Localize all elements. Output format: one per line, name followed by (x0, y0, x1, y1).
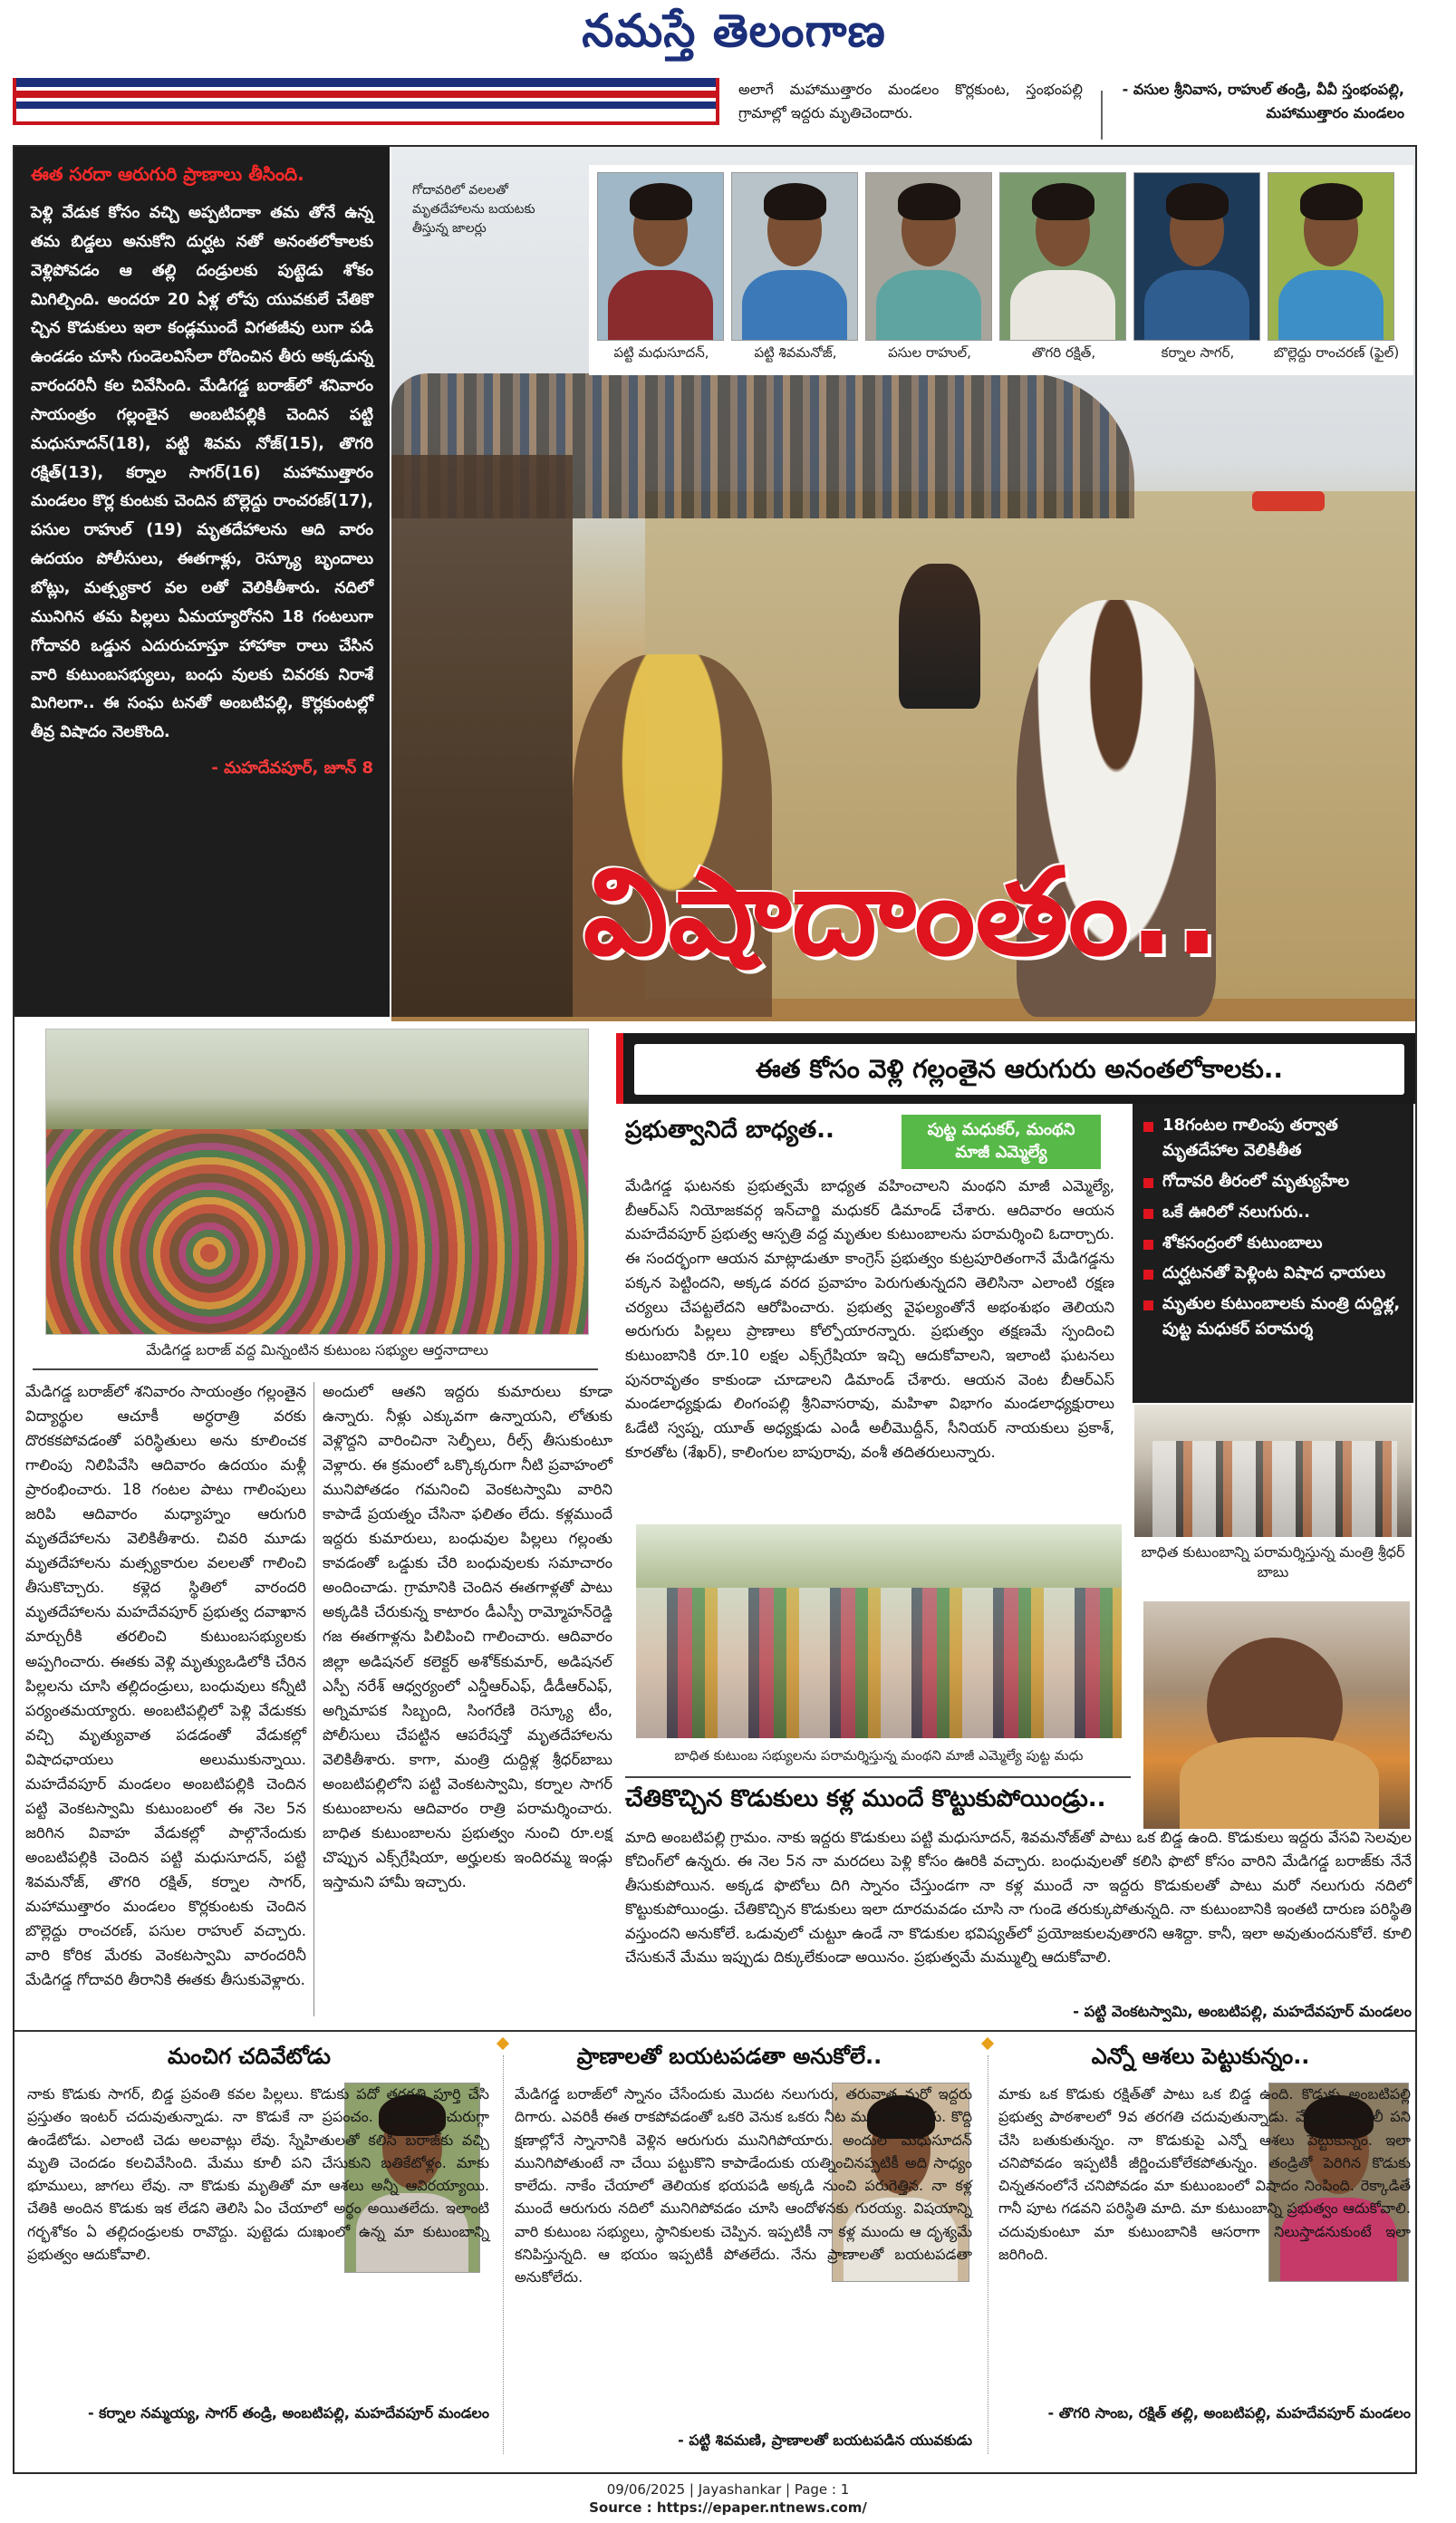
victim-photo (1133, 172, 1260, 341)
photo-note: గోదావరిలో వలలతో మృతదేహాలను బయటకు తీస్తున్న జాలర్లు (412, 183, 535, 236)
bottom-heading-1: మంచిగ చదివేటోడు (168, 2044, 331, 2069)
main-headline: విషాదాంతం.. (583, 843, 1220, 982)
lead-kicker: ఈత సరదా ఆరుగురి ప్రాణాలు తీసింది. (31, 163, 304, 185)
masthead (0, 0, 1456, 72)
victim-name: పట్టి మధుసూదన్, (613, 344, 709, 361)
bullet-box (1133, 1104, 1413, 1403)
victim-name: పసుల రాహుల్, (888, 344, 971, 361)
grief-body: మాది అంబటిపల్లి గ్రామం. నాకు ఇద్దరు కొడుకులు పట్టి మధుసూదన్, శివమనోజ్‌తో పాటు ఒక బిడ్డ ఉంది. కొడుకులు ఇద్దరు వేసవి సెలవుల కోచింగ్‌లో ఉన్నరు. ఈ నెల 5న నా మరదలు పెళ్లి కోసం ఊరికి వచ్చారు. బంధువులతో కలిసి ఫొటో కోసం వారిని మేడిగడ్డ బరాజ్‌కు నేనే తీసుకుపోయిన. అక్కడ ఫొటోలు దిగి స్నానం చేస్తుండగా నా కళ్ల ముందే నా ఇద్దరు కొడుకులతో పాటు మరో నలుగురు నదిలో కొట్టుకుపోయిండ్రు. చేతికొచ్చిన కొడుకులు ఇలా దూరమవడం చూసి నా గుండె తరుక్కుపోతున్నది. నా కుటుంబానికి ఇంతటి దారుణ పరిస్థితి వస్తుందని అనుకోలే. ఒడువులో చుట్టూ ఉండే నా కొడుకుల భవిష్యత్‌లో ప్రయోజకులవుతారని ఆశిద్దా. కానీ, ఇలా అవుతుందనుకోలే. కూలి చేసుకునే మేము ఇప్పుడు దిక్కులేకుండా అయినం. ప్రభుత్వమే మమ్ముల్ని ఆదుకోవాలి. (625, 1829, 1412, 1966)
grief-signature: - పట్టి వెంకటస్వామి, అంబటిపల్లి, మహదేవపూర్ మండలం (1073, 2003, 1412, 2020)
bullet-item: శోకసంద్రంలో కుటుంబాలు (1143, 1231, 1403, 1256)
bullet-item: దుర్ఘటనతో పెళ్లింట విషాద ఛాయలు (1143, 1261, 1403, 1286)
responsibility-name-box: పుట్ట మధుకర్, మంథని మాజీ ఎమ్మెల్యే (902, 1115, 1101, 1169)
story-column-1: మేడిగడ్డ బరాజ్‌లో శనివారం సాయంత్రం గల్లంతైన విద్యార్థుల ఆచూకీ అర్ధరాత్రి వరకు దొరకకపోవడంతో పరిస్థితులు అను కూలించక గాలింపు నిలిపివేసి ఆదివారం ఉదయం మళ్లీ ప్రారంభించారు. 18 గంటల పాటు గాలింపులు జరిపి ఆదివారం మధ్యాహ్నం ఆరుగురి మృతదేహాలను వెలికితీశారు. చివరి మూడు మృతదేహాలను మత్స్యకారుల వలలతో గాలించి తీసుకొచ్చారు. కళ్లెద స్థితిలో వారందరి మృతదేహాలను మహదేవపూర్ ప్రభుత్వ దవాఖాన మార్చురీకి తరలించి కుటుంబసభ్యులకు అప్పగించారు. ఈతకు వెళ్లి మృత్యుఒడిలోకి చేరిన పిల్లలను చూసి తల్లిదండ్రులు, బంధువులు కన్నీటి పర్యంతమయ్యారు. అంబటిపల్లిలో పెళ్లి వేడుకకు వచ్చి మృత్యువాత పడడంతో వేడుకల్లో విషాదఛాయలు అలుముకున్నాయి. మహదేవపూర్ మండలం అంబటిపల్లికి చెందిన పట్టి వెంకటస్వామి కుటుంబంలో ఈ నెల 5న జరిగిన వివాహ వేడుకల్లో పాల్గొనేందుకు అంబటిపల్లికి చెందిన పట్టి మధుసూదన్, పట్టి శివమనోజ్, తొగరి రక్షిత్, కర్నాల సాగర్, మహాముత్తారం మండలం కొర్లకుంటకు చెందిన బొల్లెద్దు రాంచరణ్, పసుల రాహుల్ వచ్చారు. వారి కోరిక మేరకు వెంకటస్వామి వారందరినీ మేడిగడ్డ గోదావరి తీరానికి ఈతకు తీసుకువెళ్లారు. (25, 1383, 306, 1989)
top-strip-divider (1101, 91, 1103, 140)
lead-box (14, 147, 390, 1017)
bullet-item: 18గంటల గాలింపు తర్వాత మృతదేహాల వెలికితీత (1143, 1113, 1403, 1164)
bullet-item: మృతుల కుటుంబాలకు మంత్రి దుద్దిళ్ల, పుట్ట మధుకర్ పరామర్శ (1143, 1291, 1403, 1342)
top-strip-left: అలాగే మహాముత్తారం మండలం కొర్లకుంట, స్తంభంపల్లి గ్రామాల్లో ఇద్దరు మృతిచెందారు. (738, 81, 1083, 121)
former-mla-caption: బాధిత కుటుంబ సభ్యులను పరామర్శిస్తున్న మంథని మాజీ ఎమ్మెల్యే పుట్ట మధు (674, 1747, 1084, 1764)
bottom-signature-2: - పట్టి శివమణి, ప్రాణాలతో బయటపడిన యువకుడు (678, 2431, 972, 2449)
mourning-photo (45, 1029, 589, 1335)
minister-caption: బాధిత కుటుంబాన్ని పరామర్శిస్తున్న మంత్రి శ్రీధర్ బాబు (1141, 1543, 1405, 1581)
story-column-2: అందులో ఆతని ఇద్దరు కుమారులు కూడా ఉన్నారు. నీళ్లు ఎక్కువగా ఉన్నాయని, లోతుకు వెళ్లొద్దని వారించినా సెల్ఫీలు, రీల్స్ తీసుకుంటూ వెళ్లారు. ఈ క్రమంలో ఒక్కొక్కరుగా నీటి ప్రవాహంలో మునిపోతడం గమనించి వెంకటస్వామి వారిని కాపాడే ప్రయత్నం చేసినా ఫలితం లేదు. కళ్లముందే ఇద్దరు కుమారులు, బంధువుల పిల్లలు గల్లంతు కావడంతో ఒడ్డుకు చేరి బంధువులకు సమాచారం అందించాడు. గ్రామానికి చెందిన ఈతగాళ్లతో పాటు అక్కడికి చేరుకున్న కాటారం డీఎస్పీ రామ్మోహన్‌రెడ్డి గజ ఈతగాళ్లను పిలిపించి గాలించారు. ఆదివారం జిల్లా అడిషనల్ కలెక్టర్ అశోక్‌కుమార్, అడిషనల్ ఎస్పీ నరేశ్ ఆధ్వర్యంలో ఎన్డీఆర్‌ఎఫ్, డీడీఆర్‌ఎఫ్, అగ్నిమాపక సిబ్బంది, సింగరేణి రెస్క్యూ టీం, పోలీసులు చేపట్టిన ఆపరేషన్తో మృతదేహాలను వెలికితీశారు. కాగా, మంత్రి దుద్దిళ్ల శ్రీధర్‌బాబు అంబటిపల్లిలోని పట్టి వెంకటస్వామి, కర్నాల సాగర్ కుటుంబాలను ఆదివారం రాత్రి పరామర్శించారు. బాధిత కుటుంబాలను ప్రభుత్వం నుంచి రూ.లక్ష చొప్పున ఎక్స్‌గ్రేషియా, అర్హులకు ఇందిరమ్మ ఇండ్లు ఇస్తామని హామీ ఇచ్చారు. (323, 1383, 612, 1890)
former-mla-photo (634, 1522, 1123, 1740)
responsibility-body: మేడిగడ్డ ఘటనకు ప్రభుత్వమే బాధ్యత వహించాలని మంథని మాజీ ఎమ్మెల్యే, బీఆర్‌ఎస్ నియోజకవర్గ ఇన్‌చార్జి మధుకర్ డిమాండ్ చేశారు. ఆదివారం ఆయన మహదేవపూర్ ప్రభుత్వ ఆస్పత్రి వద్ద మృతుల కుటుంబాలను పరామర్శించి ఓదార్చారు. ఈ సందర్భంగా ఆయన మాట్లాడుతూ కాంగ్రెస్ ప్రభుత్వం కుట్రపూరితంగానే మేడిగడ్డను పక్కన పెట్టిందని, అక్కడ వరద ప్రవాహం పెరుగుతున్నదని తెలిసినా ఎలాంటి రక్షణ చర్యలు చేపట్టలేదని ఆరోపించారు. ప్రభుత్వ వైఫల్యంతోనే అభంశుభం తెలియని అరుగురు పిల్లలు ప్రాణాలు కోల్పోయారన్నారు. ప్రభుత్వం తక్షణమే స్పందించి కుటుంబానికి రూ.10 లక్షల ఎక్స్‌గ్రేషియా ఇచ్చి ఆదుకోవాలని, ఇలాంటి ఘటనలు పునరావృతం కాకుండా చూడాలని డిమాండ్ చేశారు. ఆయన వెంట బీఆర్‌ఎస్ మండలాధ్యక్షుడు లింగంపల్లి శ్రీనివాసరావు, మహిళా విభాగం మండలాధ్యక్షురాలు ఓడేటి స్వప్న, యూత్ అధ్యక్షుడు ఎండీ అలీమొద్దీన్, సీనియర్ నాయకులు ప్రకాశ్, కూరతోట (శేఖర్), కాలింగుల బాపురావు, వంశీ తదితరులున్నారు. (625, 1177, 1114, 1461)
grief-divider-top (625, 1776, 1131, 1778)
footer-issue: 09/06/2025 | Jayashankar | Page : 1 (606, 2481, 850, 2498)
grief-heading: చేతికొచ్చిన కొడుకులు కళ్ల ముందే కొట్టుకుపోయిండ్రు.. (625, 1785, 1106, 1812)
bullet-item: ఒకే ఊరిలో నలుగురు.. (1143, 1200, 1403, 1225)
minister-photo (1133, 1403, 1413, 1539)
bottom-separator (14, 2030, 1415, 2032)
lead-body: పెళ్లి వేడుక కోసం వచ్చి అప్పటిదాకా తమ తోనే ఉన్న తమ బిడ్డలు అనుకోని దుర్ఘట నతో అనంతలోకాలకు వెళ్లిపోవడం ఆ తల్లి దండ్రులకు పుట్టెడు శోకం మిగిల్చింది. అందరూ 20 ఏళ్ల లోపు యువకులే చేతికొ చ్చిన కొడుకులు ఇలా కండ్లముందే విగతజీవు లుగా పడి ఉండడం చూసి గుండెలవిసేలా రోదించిన తీరు అక్కడున్న వారందరినీ కల చివేసింది. మేడిగడ్డ బరాజ్‌లో శనివారం సాయంత్రం గల్లంతైన అంబటిపల్లికి చెందిన పట్టి మధుసూదన్(18), పట్టి శివమ నోజ్(15), తొగరి రక్షిత్(13), కర్నాల సాగర్(16) మహాముత్తారం మండలం కొర్ల కుంటకు చెందిన బొల్లెద్దు రాంచరణ్(17), పసుల రాహుల్ (19) మృతదేహాలను ఆది వారం ఉదయం పోలీసులు, ఈతగాళ్లు, రెస్క్యూ బృందాలు బోట్లు, మత్స్యకార వల లతో వెలికితీశారు. నదిలో మునిగిన తమ పిల్లలు ఏమయ్యారోనని 18 గంటలుగా గోదావరి ఒడ్డున ఎదురుచూస్తూ హాహాకా రాలు చేసిన వారి కుటుంబసభ్యులు, బంధు వులకు చివరకు నిరాశే మిగిలగా.. ఈ సంఘ టనతో అంబటిపల్లి, కొర్లకుంటల్లో తీవ్ర విషాదం నెలకొంది. (31, 204, 373, 742)
victim-name: బొల్లెద్దు రాంచరణ్ (ఫైల్) (1273, 344, 1400, 361)
mourning-divider (33, 1368, 598, 1370)
bottom-body-2: మేడిగడ్డ బరాజ్‌లో స్నానం చేసేందుకు మొదట నలుగురు, తరువాత మరో ఇద్దరు దిగారు. ఎవరికీ ఈత రాకపోవడంతో ఒకరి వెనుక ఒకరు నీట మునిగిపోయారు. కొద్ది క్షణాల్లోనే స్నానానికి వెళ్లిన ఆరుగురు మునిగిపోయారు. అందులో మధుసూదన్ మునిగిపోతుంటే నా చేయి పట్టుకొని కాపాడేందుకు యత్నించినప్పటికీ అది సాధ్యం కాలేదు. నాకేం చేయాలో తెలియక భయపడి అక్కడి నుంచి పరుగెత్తిన. నా కళ్ల ముందే ఆరుగురు నదిలో మునిగిపోవడం చూసి ఆందోళనకు గురయ్య. విషయాన్ని వారి కుటుంబ సభ్యులు, స్థానికులకు చెప్పిన. ఇప్పటికీ నా కళ్ల ముందు ఆ దృశ్యమే కనిపిస్తున్నది. ఆ భయం ఇప్పటికీ పోతలేదు. నేను ప్రాణాలతో బయటపడతా అనుకోలేదు. (515, 2085, 972, 2286)
bottom-signature-1: - కర్నాల నమ్మయ్య, సాగర్ తండ్రి, అంబటిపల్లి, మహదేవపూర్ మండలం (87, 2404, 489, 2422)
mourning-caption: మేడిగడ్డ బరాజ్ వద్ద మిన్నంటిన కుటుంబ సభ్యుల ఆర్తనాదాలు (146, 1341, 488, 1358)
victim-photo (1268, 172, 1394, 341)
bottom-heading-3: ఎన్నో ఆశలు పెట్టుకున్నం.. (1091, 2044, 1310, 2069)
victim-photo (999, 172, 1126, 341)
victim-photo (731, 172, 858, 341)
masthead-title: నమస్తే తెలంగాణ (582, 4, 886, 57)
victim-photo (597, 172, 724, 341)
responsibility-heading: ప్రభుత్వానిదే బాధ్యత.. (625, 1116, 834, 1144)
flag-stripes (13, 78, 719, 125)
top-strip-right: - వసుల శ్రీనివాస, రాహుల్ తండ్రి, వీవీ స్తంభంపల్లి, మహాముత్తారం మండలం (1122, 81, 1404, 121)
bottom-body-3: మాకు ఒక కొడుకు రక్షిత్‌తో పాటు ఒక బిడ్డ ఉంది. కొడుకు అంబటిపల్లి ప్రభుత్వ పాఠశాలలో 9వ తరగతి చదువుతున్నాడు. మేము హమాలీ పని చేసి బతుకుతున్నం. నా కొడుకుపై ఎన్నో ఆశలు పెట్టుకున్నం. ఇలా చనిపోవడం ఇప్పటికీ జీర్ణించుకోలేకపోతున్నం. తండ్రితో పెరిగిన కొడుకు చిన్నతనంలోనే చనిపోవడం మా కుటుంబంలో విషాదం నింపింది. రెక్కాడితే గానీ పూట గడవని పరిస్థితి మాది. మా కుటుంబాన్ని ప్రభుత్వం ఆదుకోవాలి. చదువుకుంటూ మా కుటుంబానికి ఆసరాగా నిలుస్తాడనుకుంటే ఇలా జరిగింది. (998, 2085, 1411, 2263)
bottom-heading-2: ప్రాణాలతో బయటపడతా అనుకోలే.. (576, 2044, 882, 2069)
footer-source: Source : https://epaper.ntnews.com/ (589, 2499, 867, 2516)
bottom-signature-3: - తొగరి సాంబ, రక్షిత్ తల్లి, అంబటిపల్లి, మహదేవపూర్ మండలం (1047, 2404, 1411, 2422)
lead-dateline: - మహదేవపూర్, జూన్ 8 (211, 759, 373, 778)
column-divider (503, 2055, 504, 2454)
story-divider (313, 1382, 314, 2016)
victim-name: పట్టి శివమనోజ్, (754, 344, 837, 361)
victim-name: కర్నాల సాగర్, (1161, 344, 1235, 361)
bullet-item: గోదావరి తీరంలో మృత్యుహేల (1143, 1169, 1403, 1194)
victim-name: తొగరి రక్షిత్, (1031, 344, 1096, 361)
subhead: ఈత కోసం వెళ్లి గల్లంతైన ఆరుగురు అనంతలోకాలకు.. (634, 1044, 1404, 1095)
bottom-body-1: నాకు కొడుకు సాగర్, బిడ్డ ప్రవంతి కవల పిల్లలు. కొడుకు పదో తరగతి పూర్తి చేసి ప్రస్తుతం ఇంటర్ చదువుతున్నాడు. నా కొడుకే నా ప్రపంచం. చదువులో చురుగ్గా ఉండేటోడు. ఎలాంటి చెడు అలవాట్లు లేవు. స్నేహితులతో కలిసి బరాజ్‌కు వచ్చి మృతి చెందడం కలచివేసింది. మేము కూలీ పని చేసుకుని బతికేటోళ్లం. మాకు భూములు, జాగలు లేవు. నా కొడుకు మృతితో మా ఆశలు అన్నీ ఆవిరయ్యాయి. చేతికి అందిన కొడుకు ఇక లేడని తెలిసి ఏం చేయాలో అర్థం అయితలేదు. ఇలాంటి గర్భశోకం ఏ తల్లిదండ్రులకు రావొద్దు. పుట్టెడు దుఃఖంలో ఉన్న మా కుటుంబాన్ని ప్రభుత్వం ఆదుకోవాలి. (27, 2085, 489, 2263)
victim-photo (865, 172, 992, 341)
